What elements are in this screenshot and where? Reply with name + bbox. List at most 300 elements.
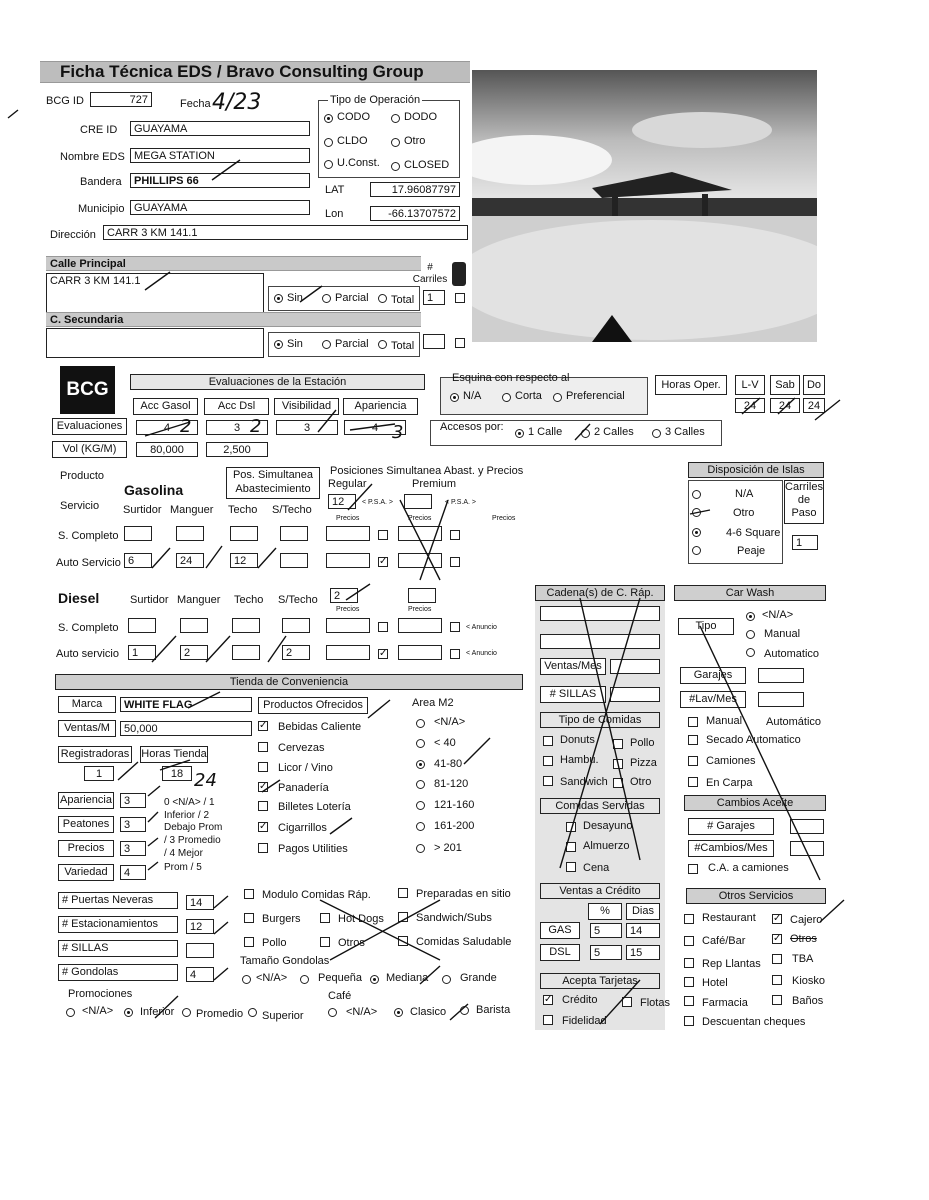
gas-sc-premium-check[interactable] bbox=[450, 530, 460, 540]
gasolina-label: Gasolina bbox=[124, 482, 184, 498]
radio-dodo[interactable] bbox=[391, 114, 400, 123]
scale-3: / 3 Promedio bbox=[164, 835, 221, 846]
calle-secundaria-field[interactable] bbox=[46, 328, 264, 358]
tipo-comidas-title: Tipo de Comidas bbox=[540, 712, 660, 728]
opt-cldo: CLDO bbox=[337, 135, 368, 147]
radio-cs-parcial[interactable] bbox=[322, 340, 331, 349]
gondolas-field[interactable]: 4 bbox=[186, 967, 214, 982]
opt-cs-sin: Sin bbox=[287, 338, 303, 350]
cb-donuts[interactable] bbox=[543, 736, 553, 746]
opt-cw-manual: Manual bbox=[764, 628, 801, 640]
nombre-eds-field[interactable]: MEGA STATION bbox=[130, 148, 310, 163]
gas-dias-field[interactable]: 14 bbox=[626, 923, 660, 938]
form-title-bar bbox=[40, 61, 470, 83]
radio-cp-total[interactable] bbox=[378, 294, 387, 303]
scale-2: Debajo Prom bbox=[164, 822, 223, 833]
cb-otro-comida[interactable] bbox=[613, 778, 623, 788]
opt-sandwich: Sandwich bbox=[560, 776, 608, 788]
opt-otros: Otros bbox=[790, 933, 817, 945]
nombre-eds-label: Nombre EDS bbox=[60, 151, 125, 163]
variedad-field[interactable]: 4 bbox=[120, 865, 146, 880]
cb-pollo-mod[interactable] bbox=[244, 937, 254, 947]
pos-sim-button[interactable]: Pos. Simultanea Abastecimiento bbox=[226, 467, 320, 499]
radio-area-201[interactable] bbox=[416, 844, 425, 853]
opt-tba: TBA bbox=[792, 953, 814, 965]
opt-credito: Crédito bbox=[562, 994, 598, 1006]
opt-tamano-na: <N/A> bbox=[256, 972, 288, 984]
opt-disp-na: N/A bbox=[735, 488, 754, 500]
dsl-as-regular-check[interactable]: ✓ bbox=[379, 648, 388, 659]
cb-rep-llantas[interactable] bbox=[684, 958, 694, 968]
municipio-label: Municipio bbox=[78, 203, 125, 215]
dsl-credito-label: DSL bbox=[540, 944, 580, 961]
cb-cajero[interactable]: ✓ bbox=[773, 913, 782, 924]
opt-tamano-pequena: Pequeña bbox=[318, 972, 363, 984]
radio-area-161-200[interactable] bbox=[416, 822, 425, 831]
calle-principal-header bbox=[46, 256, 421, 271]
radio-closed[interactable] bbox=[391, 162, 400, 171]
cb-hotdogs[interactable] bbox=[320, 913, 330, 923]
cambios-mes-field[interactable] bbox=[790, 841, 824, 856]
cb-fidelidad[interactable] bbox=[543, 1015, 553, 1025]
gas-sc-stecho[interactable] bbox=[280, 526, 308, 541]
radio-uconst[interactable] bbox=[324, 160, 333, 169]
radio-area-41-80[interactable] bbox=[416, 760, 425, 769]
dsl-col-techo: Techo bbox=[234, 594, 264, 606]
cb-farmacia[interactable] bbox=[684, 996, 694, 1006]
opt-disp-peaje: Peaje bbox=[737, 545, 766, 557]
cb-cena[interactable] bbox=[566, 862, 576, 872]
registradoras-field[interactable]: 1 bbox=[84, 766, 114, 781]
opt-disp-otro: Otro bbox=[733, 507, 755, 519]
radio-tamano-mediana[interactable] bbox=[370, 975, 379, 984]
horas-lv-value[interactable]: 24 bbox=[735, 398, 765, 413]
radio-esquina-corta[interactable] bbox=[502, 393, 511, 402]
opt-disp-square: 4-6 Square bbox=[726, 527, 781, 539]
psa-regular-label: < P.S.A. > bbox=[362, 499, 394, 506]
opt-esquina-na: N/A bbox=[463, 390, 482, 402]
cb-almuerzo[interactable] bbox=[566, 842, 576, 852]
eval-apariencia[interactable]: 4 bbox=[344, 420, 406, 435]
cb-descuentan[interactable] bbox=[684, 1016, 694, 1026]
gondolas-label: # Gondolas bbox=[58, 964, 178, 981]
gas-regular-field[interactable]: 12 bbox=[328, 494, 356, 509]
opt-licor: Licor / Vino bbox=[278, 762, 333, 774]
opt-esquina-corta: Corta bbox=[515, 390, 542, 402]
dsl-pos-field[interactable]: 2 bbox=[330, 588, 358, 603]
estacionamientos-field[interactable]: 12 bbox=[186, 919, 214, 934]
ventas-mes-field[interactable] bbox=[610, 659, 660, 674]
cb-cigarrillos[interactable]: ✓ bbox=[259, 821, 268, 832]
dsl-as-manguer[interactable]: 2 bbox=[180, 645, 208, 660]
cb-sandwich[interactable] bbox=[543, 776, 553, 786]
radio-codo[interactable] bbox=[324, 114, 333, 123]
gas-as-regular[interactable] bbox=[326, 553, 370, 568]
cb-sandwich-subs[interactable] bbox=[398, 912, 408, 922]
calle-principal-field[interactable]: CARR 3 KM 141.1 bbox=[46, 273, 264, 315]
carriles-label: # Carriles bbox=[412, 262, 448, 285]
cb-otros-mod[interactable] bbox=[320, 937, 330, 947]
carriles-paso-field[interactable]: 1 bbox=[792, 535, 818, 550]
promociones-label: Promociones bbox=[68, 988, 133, 1000]
radio-tamano-pequena[interactable] bbox=[300, 975, 309, 984]
gas-sc-premium[interactable] bbox=[398, 526, 442, 541]
scale-5: Prom / 5 bbox=[164, 862, 202, 873]
opt-donuts: Donuts bbox=[560, 734, 595, 746]
gas-as-premium[interactable] bbox=[398, 553, 442, 568]
eval-col-acc-gasol[interactable]: Acc Gasol bbox=[133, 398, 198, 415]
eval-acc-gasol[interactable]: 4 bbox=[136, 420, 198, 435]
cb-pagos[interactable] bbox=[258, 843, 268, 853]
form-title: Ficha Técnica EDS / Bravo Consulting Group bbox=[60, 62, 424, 81]
dsl-as-premium-check[interactable] bbox=[450, 649, 460, 659]
dsl-precios-regular: Precios bbox=[336, 606, 360, 613]
cb-preparadas[interactable] bbox=[398, 888, 408, 898]
radio-esquina-na[interactable] bbox=[450, 393, 459, 402]
radio-cw-manual[interactable] bbox=[746, 630, 755, 639]
opt-cajero: Cajero bbox=[790, 914, 823, 926]
gas-sc-regular[interactable] bbox=[326, 526, 370, 541]
radio-esquina-preferencial[interactable] bbox=[553, 393, 562, 402]
opt-area-201: > 201 bbox=[434, 842, 462, 854]
gas-sc-regular-check[interactable] bbox=[378, 530, 388, 540]
opt-almuerzo: Almuerzo bbox=[583, 840, 630, 852]
opt-pollo: Pollo bbox=[630, 737, 655, 749]
dsl-as-surtidor[interactable]: 1 bbox=[128, 645, 156, 660]
cb-panaderia[interactable]: ✓ bbox=[259, 781, 268, 792]
eval-apariencia-hand: 3 bbox=[392, 422, 404, 443]
scale-4: / 4 Mejor bbox=[164, 848, 203, 859]
fecha-value: 4/23 bbox=[212, 90, 262, 115]
cb-otros[interactable]: ✓ bbox=[773, 933, 782, 944]
opt-restaurant: Restaurant bbox=[702, 912, 756, 924]
premium-label: Premium bbox=[412, 478, 457, 490]
bcg-id-field[interactable]: 727 bbox=[90, 92, 152, 107]
carriles-secundaria-field[interactable] bbox=[423, 334, 445, 349]
cb-restaurant[interactable] bbox=[684, 914, 694, 924]
opt-hotel: Hotel bbox=[702, 977, 728, 989]
traffic-light-icon bbox=[452, 262, 466, 286]
radio-promo-promedio[interactable] bbox=[182, 1008, 191, 1017]
radio-cp-sin[interactable] bbox=[274, 294, 283, 303]
dsl-sc-stecho[interactable] bbox=[282, 618, 310, 633]
direccion-field[interactable]: CARR 3 KM 141.1 bbox=[103, 225, 468, 240]
cb-tba[interactable] bbox=[772, 954, 782, 964]
opt-cw-check-automatico: Automático bbox=[766, 716, 822, 728]
opt-area-161-200: 161-200 bbox=[434, 820, 475, 832]
gas-as-premium-check[interactable] bbox=[450, 557, 460, 567]
ventas-mes-label: Ventas/Mes bbox=[540, 658, 606, 675]
gas-as-techo[interactable]: 12 bbox=[230, 553, 258, 568]
radio-disp-na[interactable] bbox=[692, 490, 701, 499]
radio-cp-parcial[interactable] bbox=[322, 294, 331, 303]
cb-hotel[interactable] bbox=[684, 977, 694, 987]
cb-loteria[interactable] bbox=[258, 801, 268, 811]
registradoras-label: Registradoras bbox=[58, 746, 132, 763]
opt-loteria: Billetes Lotería bbox=[278, 801, 351, 813]
opt-pollo-mod: Pollo bbox=[262, 937, 287, 949]
cb-pizza[interactable] bbox=[613, 759, 623, 769]
opt-sandwich-subs: Sandwich/Subs bbox=[416, 912, 492, 924]
precios-regular-label: Precios bbox=[336, 515, 360, 522]
dsl-pos-premium[interactable] bbox=[408, 588, 436, 603]
marca-field[interactable]: WHITE FLAG bbox=[120, 697, 252, 712]
peatones-field[interactable]: 3 bbox=[120, 817, 146, 832]
gas-col-stecho: S/Techo bbox=[272, 504, 312, 516]
opt-cs-parcial: Parcial bbox=[335, 338, 369, 350]
radio-promo-na[interactable] bbox=[66, 1008, 75, 1017]
opt-area-81-120: 81-120 bbox=[434, 778, 469, 790]
bcg-logo-text: BCG bbox=[66, 379, 109, 400]
radio-tamano-grande[interactable] bbox=[442, 975, 451, 984]
opt-promo-superior: Superior bbox=[262, 1010, 304, 1022]
dsl-sc-surtidor[interactable] bbox=[128, 618, 156, 633]
vol-dsl[interactable]: 2,500 bbox=[206, 442, 268, 457]
opt-cw-camiones: Camiones bbox=[706, 755, 756, 767]
horas-sab-value[interactable]: 24 bbox=[770, 398, 800, 413]
cb-cw-manual[interactable] bbox=[688, 717, 698, 727]
horas-tienda-hand: 24 bbox=[194, 770, 217, 791]
gas-premium-field[interactable] bbox=[404, 494, 432, 509]
gas-sc-surtidor[interactable] bbox=[124, 526, 152, 541]
opt-dodo: DODO bbox=[404, 111, 437, 123]
gas-sc-techo[interactable] bbox=[230, 526, 258, 541]
dias-header: Dias bbox=[626, 903, 660, 920]
opt-hambu: Hambu. bbox=[560, 754, 599, 766]
ventas-m-field[interactable]: 50,000 bbox=[120, 721, 252, 736]
eval-col-visibilidad[interactable]: Visibilidad bbox=[274, 398, 339, 415]
dsl-as-regular[interactable] bbox=[326, 645, 370, 660]
productos-ofrecidos-label: Productos Ofrecidos bbox=[258, 697, 368, 714]
gas-col-manguer: Manguer bbox=[170, 504, 214, 516]
opt-accesos-1: 1 Calle bbox=[528, 426, 563, 438]
lat-label: LAT bbox=[325, 184, 345, 196]
cb-credito[interactable]: ✓ bbox=[544, 994, 553, 1005]
radio-disp-otro[interactable] bbox=[692, 508, 701, 517]
radio-cldo[interactable] bbox=[324, 138, 333, 147]
regular-label: Regular bbox=[328, 478, 367, 490]
cb-pollo[interactable] bbox=[613, 739, 623, 749]
radio-promo-inferior[interactable] bbox=[124, 1008, 133, 1017]
variedad-label: Variedad bbox=[58, 864, 114, 881]
opt-accesos-2: 2 Calles bbox=[594, 426, 634, 438]
radio-area-81-120[interactable] bbox=[416, 780, 425, 789]
gas-as-manguer[interactable]: 24 bbox=[176, 553, 204, 568]
cb-desayuno[interactable] bbox=[566, 822, 576, 832]
calle-secundaria-label: C. Secundaria bbox=[50, 314, 124, 326]
radio-area-121-160[interactable] bbox=[416, 801, 425, 810]
cb-cw-camiones[interactable] bbox=[688, 756, 698, 766]
radio-tamano-na[interactable] bbox=[242, 975, 251, 984]
horas-oper-button[interactable]: Horas Oper. bbox=[655, 375, 727, 395]
gas-auto-label: Auto Servicio bbox=[56, 557, 121, 569]
opt-esquina-preferencial: Preferencial bbox=[566, 390, 625, 402]
carriles-secundaria-checkbox[interactable] bbox=[455, 338, 465, 348]
tipo-operacion-title: Tipo de Operación bbox=[330, 94, 421, 106]
cambios-mes-label: #Cambios/Mes bbox=[688, 840, 774, 857]
opt-kiosko: Kiosko bbox=[792, 975, 826, 987]
bcg-id-label: BCG ID bbox=[46, 95, 84, 107]
opt-cw-check-manual: Manual bbox=[706, 715, 743, 727]
dsl-sc-manguer[interactable] bbox=[180, 618, 208, 633]
gas-col-surtidor: Surtidor bbox=[123, 504, 162, 516]
radio-area-40[interactable] bbox=[416, 739, 425, 748]
dsl-pct-field[interactable]: 5 bbox=[590, 945, 622, 960]
cb-modulo[interactable] bbox=[244, 889, 254, 899]
eval-visibilidad[interactable]: 3 bbox=[276, 420, 338, 435]
cadena-sillas-field[interactable] bbox=[610, 687, 660, 702]
opt-tamano-grande: Grande bbox=[460, 972, 497, 984]
radio-accesos-2[interactable] bbox=[581, 429, 590, 438]
precios-tienda-label: Precios bbox=[58, 840, 114, 857]
eval-acc-dsl[interactable]: 3 bbox=[206, 420, 268, 435]
lon-label: Lon bbox=[325, 208, 344, 220]
cb-bebidas[interactable]: ✓ bbox=[259, 720, 268, 731]
opt-banos: Baños bbox=[792, 995, 824, 1007]
radio-cafe-clasico[interactable] bbox=[394, 1008, 403, 1017]
cb-banos[interactable] bbox=[772, 995, 782, 1005]
radio-cafe-barista[interactable] bbox=[460, 1006, 469, 1015]
radio-cafe-na[interactable] bbox=[328, 1008, 337, 1017]
cambios-title: Cambios Aceite bbox=[684, 795, 826, 811]
comidas-servidas-title: Comidas Servidas bbox=[540, 798, 660, 814]
gas-pct-field[interactable]: 5 bbox=[590, 923, 622, 938]
cadena-title: Cadena(s) de C. Ráp. bbox=[535, 585, 665, 601]
precios-tienda-field[interactable]: 3 bbox=[120, 841, 146, 856]
opt-rep-llantas: Rep Llantas bbox=[702, 958, 761, 970]
cb-hambu[interactable] bbox=[543, 756, 553, 766]
cb-saludable[interactable] bbox=[398, 936, 408, 946]
vol-gasol[interactable]: 80,000 bbox=[136, 442, 198, 457]
radio-promo-superior[interactable] bbox=[248, 1008, 257, 1017]
gas-as-surtidor[interactable]: 6 bbox=[124, 553, 152, 568]
lon-field[interactable]: -66.13707572 bbox=[370, 206, 460, 221]
gas-as-stecho[interactable] bbox=[280, 553, 308, 568]
dsl-sc-regular-check[interactable] bbox=[378, 622, 388, 632]
apariencia-tienda-label: Apariencia bbox=[58, 792, 114, 809]
dsl-dias-field[interactable]: 15 bbox=[626, 945, 660, 960]
dsl-as-techo[interactable] bbox=[232, 645, 260, 660]
carriles-principal-checkbox[interactable] bbox=[455, 293, 465, 303]
municipio-field[interactable]: GUAYAMA bbox=[130, 200, 310, 215]
radio-cs-sin[interactable] bbox=[274, 340, 283, 349]
radio-area-na[interactable] bbox=[416, 719, 425, 728]
accesos-label: Accesos por: bbox=[440, 421, 504, 433]
tamano-gondolas-label: Tamaño Gondolas bbox=[240, 955, 330, 967]
ventas-m-label: Ventas/M bbox=[58, 720, 116, 737]
dsl-sc-regular[interactable] bbox=[326, 618, 370, 633]
radio-disp-square[interactable] bbox=[692, 528, 701, 537]
pct-header: % bbox=[588, 903, 622, 920]
cb-flotas[interactable] bbox=[622, 997, 632, 1007]
opt-cp-parcial: Parcial bbox=[335, 292, 369, 304]
horas-dom-value[interactable]: 24 bbox=[803, 398, 825, 413]
servicio-label: Servicio bbox=[60, 500, 100, 512]
opt-uconst: U.Const. bbox=[337, 157, 380, 169]
cb-cw-carpa[interactable] bbox=[688, 777, 698, 787]
marca-label: Marca bbox=[58, 696, 116, 713]
puertas-neveras-field[interactable]: 14 bbox=[186, 895, 214, 910]
cb-burgers[interactable] bbox=[244, 913, 254, 923]
carwash-tipo-label: Tipo bbox=[678, 618, 734, 635]
horas-sab-label: Sab bbox=[770, 375, 800, 395]
bandera-field[interactable]: PHILLIPS 66 bbox=[130, 173, 310, 188]
radio-cw-na[interactable] bbox=[746, 612, 755, 621]
opt-closed: CLOSED bbox=[404, 159, 450, 171]
eval-col-acc-dsl[interactable]: Acc Dsl bbox=[204, 398, 269, 415]
dsl-scompleto-label: S. Completo bbox=[58, 622, 119, 634]
opt-burgers: Burgers bbox=[262, 913, 301, 925]
lav-mes-field[interactable] bbox=[758, 692, 804, 707]
cb-ca-camiones[interactable] bbox=[688, 864, 698, 874]
horas-tienda-label: Horas Tienda bbox=[140, 746, 208, 763]
opt-cafe-barista: Barista bbox=[476, 1004, 511, 1016]
garajes-cw-field[interactable] bbox=[758, 668, 804, 683]
radio-accesos-1[interactable] bbox=[515, 429, 524, 438]
opt-area-40: < 40 bbox=[434, 737, 456, 749]
radio-accesos-3[interactable] bbox=[652, 429, 661, 438]
dsl-sc-premium-check[interactable] bbox=[450, 622, 460, 632]
opt-ca-camiones: C.A. a camiones bbox=[708, 862, 789, 874]
cb-cafe-bar[interactable] bbox=[684, 936, 694, 946]
radio-otro[interactable] bbox=[391, 138, 400, 147]
precios-extra-label: Precios bbox=[492, 515, 516, 522]
cre-id-field[interactable]: GUAYAMA bbox=[130, 121, 310, 136]
carriles-principal-field[interactable]: 1 bbox=[423, 290, 445, 305]
cadena-field-1[interactable] bbox=[540, 606, 660, 621]
eval-col-apariencia[interactable]: Apariencia bbox=[343, 398, 418, 415]
cb-kiosko[interactable] bbox=[772, 975, 782, 985]
opt-saludable: Comidas Saludable bbox=[416, 936, 512, 948]
cb-licor[interactable] bbox=[258, 762, 268, 772]
radio-cs-total[interactable] bbox=[378, 340, 387, 349]
direccion-label: Dirección bbox=[50, 229, 96, 241]
cadena-field-2[interactable] bbox=[540, 634, 660, 649]
dsl-col-manguer: Manguer bbox=[177, 594, 221, 606]
dsl-as-stecho[interactable]: 2 bbox=[282, 645, 310, 660]
scale-1: Inferior / 2 bbox=[164, 810, 210, 821]
gas-sc-manguer[interactable] bbox=[176, 526, 204, 541]
opt-fidelidad: Fidelidad bbox=[562, 1015, 607, 1027]
cb-cervezas[interactable] bbox=[258, 742, 268, 752]
pos-sim-precios-label: Posiciones Simultanea Abast. y Precios bbox=[330, 465, 524, 477]
tienda-sillas-field[interactable] bbox=[186, 943, 214, 958]
opt-otro: Otro bbox=[404, 135, 426, 147]
dsl-as-premium[interactable] bbox=[398, 645, 442, 660]
garajes-cw-label: Garajes bbox=[680, 667, 746, 684]
cb-cw-secado[interactable] bbox=[688, 735, 698, 745]
lat-field[interactable]: 17.96087797 bbox=[370, 182, 460, 197]
cambios-garajes-field[interactable] bbox=[790, 819, 824, 834]
station-photo-drawing bbox=[472, 70, 817, 342]
gas-as-regular-check[interactable]: ✓ bbox=[379, 556, 388, 567]
cre-id-label: CRE ID bbox=[80, 124, 118, 136]
dsl-sc-premium[interactable] bbox=[398, 618, 442, 633]
disposicion-title: Disposición de Islas bbox=[688, 462, 824, 478]
apariencia-tienda-field[interactable]: 3 bbox=[120, 793, 146, 808]
opt-cs-total: Total bbox=[391, 340, 415, 352]
dsl-sc-techo[interactable] bbox=[232, 618, 260, 633]
horas-tienda-field[interactable]: 18 bbox=[162, 766, 192, 781]
scale-0: 0 <N/A> / 1 bbox=[164, 797, 215, 808]
opt-cw-carpa: En Carpa bbox=[706, 777, 753, 789]
radio-disp-peaje[interactable] bbox=[692, 546, 701, 555]
cadena-sillas-label: # SILLAS bbox=[540, 686, 606, 703]
opt-tamano-mediana: Mediana bbox=[386, 972, 429, 984]
radio-cw-automatico[interactable] bbox=[746, 648, 755, 657]
horas-dom-label: Do bbox=[803, 375, 825, 395]
dsl-sc-anuncio: < Anuncio bbox=[466, 624, 497, 631]
